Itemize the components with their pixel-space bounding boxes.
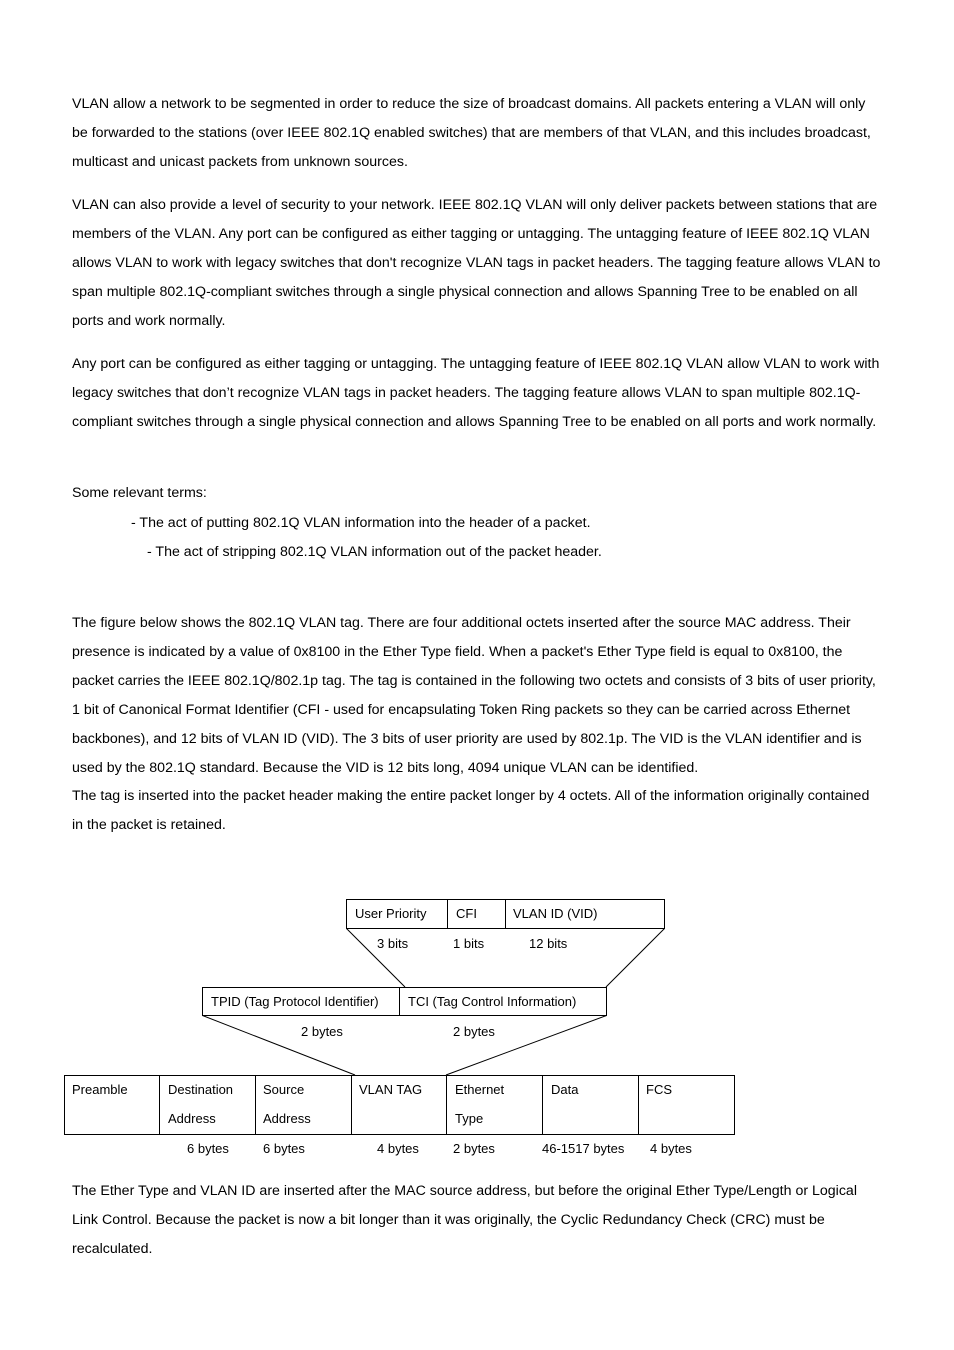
frame-vlan-tag: VLAN TAG <box>359 1082 423 1097</box>
size-data: 46-1517 bytes <box>542 1141 625 1156</box>
vid-label: VLAN ID (VID) <box>513 906 598 921</box>
tpid-size: 2 bytes <box>301 1024 343 1039</box>
paragraph-vlan-intro: VLAN allow a network to be segmented in order to reduce the size of broadcast domains. All packets entering a VLAN will only be forwarded to the stations (over IEEE 802.1Q enabled switches) that are members of that VLAN, and this includes broadcast, multicast and unicast packets from unknown sources. <box>72 96 871 170</box>
frame-ethernet: Ethernet <box>455 1082 505 1097</box>
term-untagging: - The act of stripping 802.1Q VLAN information out of the packet header. <box>147 544 602 560</box>
tci-size: 2 bytes <box>453 1024 495 1039</box>
frame-source: Source <box>263 1082 305 1097</box>
frame-data: Data <box>551 1082 579 1097</box>
frame-preamble: Preamble <box>72 1082 128 1097</box>
terms-intro: Some relevant terms: <box>72 485 207 501</box>
vid-size: 12 bits <box>529 936 568 951</box>
frame-ethernet-type: Type <box>455 1111 484 1126</box>
cfi-label: CFI <box>456 906 477 921</box>
size-fcs: 4 bytes <box>650 1141 692 1156</box>
paragraph-vlan-security: VLAN can also provide a level of security to your network. IEEE 802.1Q VLAN will only deliver packets between stations that are members of the VLAN. Any port can be configured as either tagging or untagging. The untagging feature of IEEE 802.1Q VLAN allows VLAN to work with legacy switches that don't recognize VLAN tags in packet headers. The tagging feature allows VLAN to span multiple 802.1Q-compliant switches through a single physical connection and allows Spanning Tree to be enabled on all ports and work normally. <box>72 197 881 329</box>
tci-label: TCI (Tag Control Information) <box>408 994 577 1009</box>
frame-fcs: FCS <box>646 1082 672 1097</box>
paragraph-vlan-tag: The figure below shows the 802.1Q VLAN tag. There are four additional octets inserted after the source MAC address. Their presence is indicated by a value of 0x8100 in the Ether Type field. When a packet's Ether Type field is equal to 0x8100, the packet carries the IEEE 802.1Q/802.1p tag. The tag is contained in the following two octets and consists of 3 bits of user priority, 1 bit of Canonical Format Identifier (CFI - used for encapsulating Token Ring packets so they can be carried across Ethernet backbones), and 12 bits of VLAN ID (VID). The 3 bits of user priority are used by 802.1p. The VID is the VLAN identifier and is used by the 802.1Q standard. Because the VID is 12 bits long, 4094 unique VLAN can be identified. <box>72 615 876 776</box>
user-priority-size: 3 bits <box>377 936 409 951</box>
paragraph-tag-insert: The tag is inserted into the packet header making the entire packet longer by 4 octets. All of the information originally contained in the packet is retained. <box>72 788 870 833</box>
paragraph-tagging: Any port can be configured as either tagging or untagging. The untagging feature of IEEE 802.1Q VLAN allow VLAN to work with legacy switches that don’t recognize VLAN tags in packet headers. The tagging feature allows VLAN to span multiple 802.1Q-compliant switches through a single physical connection and allows Spanning Tree to be enabled on all ports and work normally. <box>72 356 880 430</box>
term-tagging: - The act of putting 802.1Q VLAN information into the header of a packet. <box>131 515 591 531</box>
user-priority-label: User Priority <box>355 906 427 921</box>
frame-destination-address: Address <box>168 1111 216 1126</box>
frame-source-address: Address <box>263 1111 311 1126</box>
tpid-label: TPID (Tag Protocol Identifier) <box>211 994 379 1009</box>
frame-destination: Destination <box>168 1082 234 1097</box>
size-destination: 6 bytes <box>187 1141 229 1156</box>
cfi-size: 1 bits <box>453 936 485 951</box>
size-vlan-tag: 4 bytes <box>377 1141 419 1156</box>
size-source: 6 bytes <box>263 1141 305 1156</box>
paragraph-crc: The Ether Type and VLAN ID are inserted after the MAC source address, but before the original Ether Type/Length or Logical Link Control. Because the packet is now a bit longer than it was originally, the Cyclic Redundancy Check (CRC) must be recalculated. <box>72 1183 857 1257</box>
tci-expand-right <box>606 929 665 988</box>
size-ethernet-type: 2 bytes <box>453 1141 495 1156</box>
